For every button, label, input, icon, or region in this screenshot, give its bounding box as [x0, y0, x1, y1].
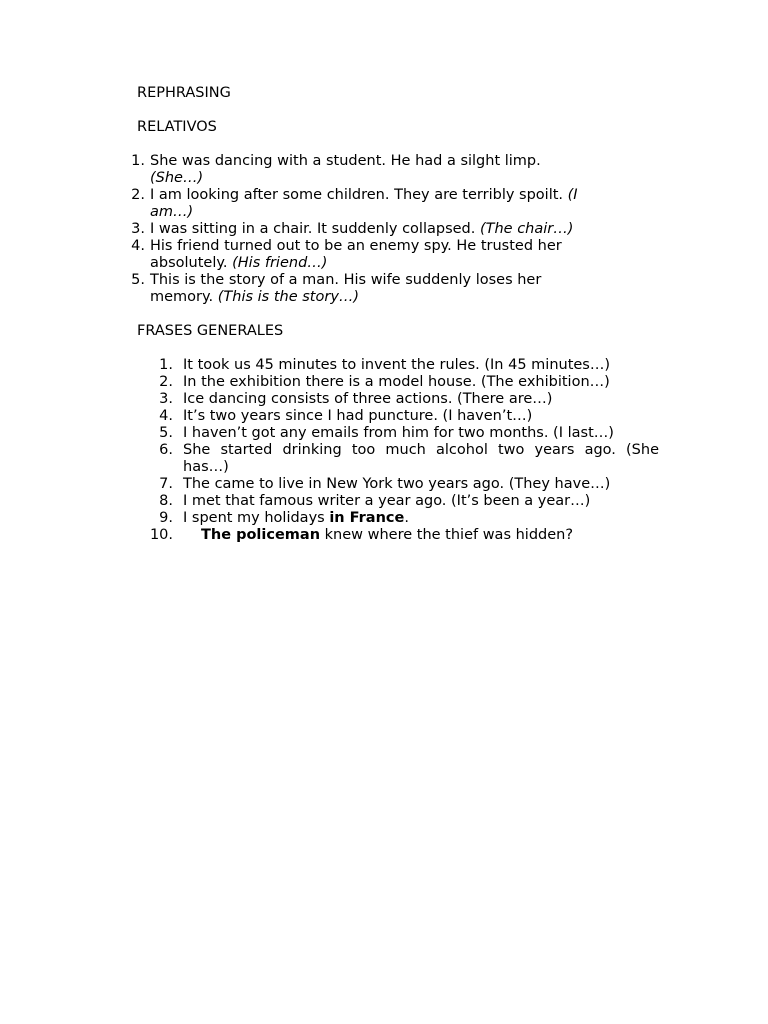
item-hint: (This is the story…) — [217, 289, 360, 305]
item-hint: (His friend…) — [232, 255, 328, 271]
section-heading-relativos: RELATIVOS — [137, 119, 217, 135]
item-number: 1. — [159, 357, 173, 373]
list-item — [131, 187, 662, 221]
item-number: 3. — [159, 391, 173, 407]
list-item — [131, 272, 662, 306]
item-text: It’s two years since I had puncture. (I haven’t…) — [183, 408, 533, 424]
item-number: 4. — [159, 408, 173, 424]
section-heading-frases-generales: FRASES GENERALES — [137, 323, 284, 339]
item-hint: (I am…) — [150, 187, 578, 220]
item-text: His friend turned out to be an enemy spy. He trusted her absolutely. (His friend…) — [150, 238, 562, 271]
item-number: 7. — [159, 476, 173, 492]
item-number: 2. — [159, 374, 173, 390]
list-item — [137, 442, 662, 476]
item-number: 5. — [159, 425, 173, 441]
item-number: 3. — [131, 221, 145, 237]
document-title: REPHRASING — [137, 85, 231, 101]
item-text: I spent my holidays in France. — [183, 510, 409, 526]
item-text: It took us 45 minutes to invent the rules. (In 45 minutes…) — [183, 357, 611, 373]
list-item — [137, 510, 662, 527]
item-number: 1. — [131, 153, 145, 169]
item-bold-text: in France — [329, 510, 405, 526]
item-number: 4. — [131, 238, 145, 254]
relativos-list — [131, 153, 662, 306]
list-item — [137, 493, 662, 510]
list-item — [137, 527, 662, 544]
list-item — [137, 476, 662, 493]
item-text: This is the story of a man. His wife suddenly loses her memory. (This is the story…) — [150, 272, 542, 305]
list-item — [131, 238, 662, 272]
item-hint: (The chair…) — [479, 221, 574, 237]
item-number: 5. — [131, 272, 145, 288]
item-text: She started drinking too much alcohol two years ago. (She has…) — [183, 442, 659, 475]
item-text: I met that famous writer a year ago. (It’s been a year…) — [183, 493, 591, 509]
item-text: She was dancing with a student. He had a silght limp. (She…) — [150, 153, 541, 186]
item-number: 6. — [159, 442, 173, 458]
item-hint: (She…) — [150, 170, 204, 186]
list-item — [131, 153, 662, 187]
item-text: I was sitting in a chair. It suddenly collapsed. (The chair…) — [150, 221, 574, 237]
document-content — [131, 85, 662, 544]
item-bold-text: The policeman — [201, 527, 321, 543]
list-item — [137, 408, 662, 425]
list-item — [137, 391, 662, 408]
item-number: 9. — [159, 510, 173, 526]
item-number: 2. — [131, 187, 145, 203]
list-item — [137, 425, 662, 442]
item-number: 10. — [149, 527, 173, 543]
item-text: I haven’t got any emails from him for two months. (I last…) — [183, 425, 614, 441]
item-text: The came to live in New York two years ago. (They have…) — [183, 476, 611, 492]
item-text: The policeman knew where the thief was hidden? — [201, 527, 574, 543]
list-item — [137, 357, 662, 374]
list-item — [137, 374, 662, 391]
item-text: In the exhibition there is a model house. (The exhibition…) — [183, 374, 610, 390]
frases-generales-list — [137, 357, 662, 544]
item-number: 8. — [159, 493, 173, 509]
list-item — [131, 221, 662, 238]
item-text: Ice dancing consists of three actions. (There are…) — [183, 391, 553, 407]
item-text: I am looking after some children. They are terribly spoilt. (I am…) — [150, 187, 578, 220]
